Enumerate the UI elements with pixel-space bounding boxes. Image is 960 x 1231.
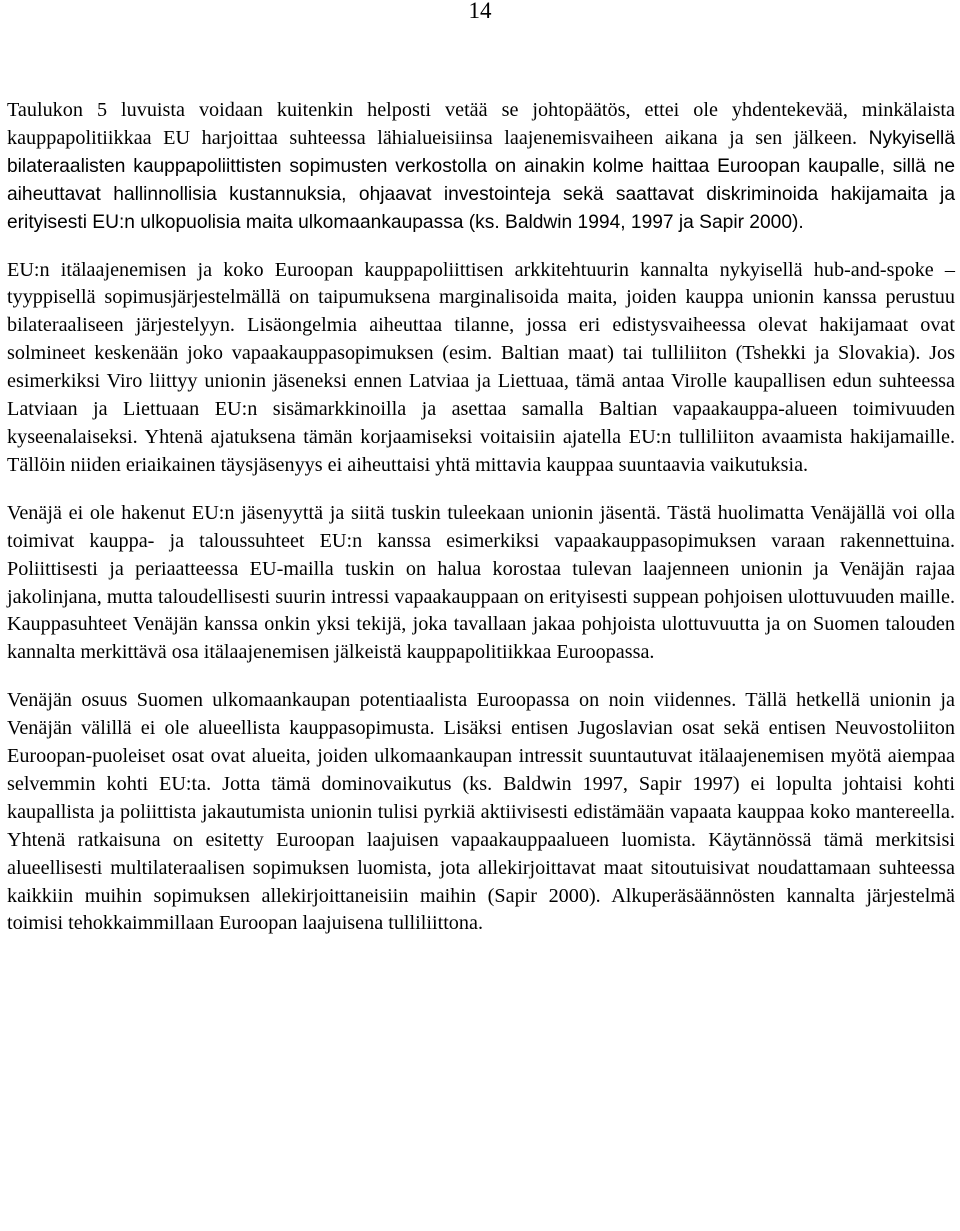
document-body — [7, 97, 955, 958]
paragraph-1-sans-text: Nykyisellä bilateraalisten kauppapoliittisten sopimusten verkostolla on ainakin kolme haittaa Euroopan kaupalle, sillä ne aiheuttavat hallinnollisia kustannuksia, ohjaavat investointeja sekä saattavat diskriminoida hakijamaita ja erityisesti EU:n ulkopuolisia maita ulkomaankaupassa (ks. Baldwin 1994, 1997 ja Sapir 2000). — [7, 127, 955, 233]
paragraph-1-serif-text: Taulukon 5 luvuista voidaan kuitenkin helposti vetää se johtopäätös, ettei ole yhdentekevää, minkälaista kauppapolitiikkaa EU harjoittaa suhteessa lähialueisiinsa laajenemisvaiheen aikana ja sen jälkeen. — [7, 99, 955, 149]
paragraph-4: Venäjän osuus Suomen ulkomaankaupan potentiaalista Euroopassa on noin viidennes. Tällä hetkellä unionin ja Venäjän välillä ei ole alueellista kauppasopimusta. Lisäksi entisen Jugoslavian osat sekä entisen Neuvostoliiton Euroopan-puoleiset osat ovat alueita, joiden ulkomaankaupan intressit suuntautuvat itälaajenemisen myötä aiempaa selvemmin kohti EU:ta. Jotta tämä dominovaikutus (ks. Baldwin 1997, Sapir 1997) ei lopulta johtaisi kohti kaupallista ja poliittista jakautumista unionin tulisi pyrkiä aktiivisesti edistämään vapaata kauppaa koko mantereella. Yhtenä ratkaisuna on esitetty Euroopan laajuisen vapaakauppaalueen luomista. Käytännössä tämä merkitsisi alueellisesti multilateraalisen sopimuksen luomista, jota allekirjoittavat maat sitoutuisivat noudattamaan suhteessa kaikkiin muihin sopimuksen allekirjoittaneisiin maihin (Sapir 2000). Alkuperäsäännösten kannalta järjestelmä toimisi tehokkaimmillaan Euroopan laajuisena tulliliittona. — [7, 689, 955, 935]
paragraph-3: Venäjä ei ole hakenut EU:n jäsenyyttä ja siitä tuskin tuleekaan unionin jäsentä. Tästä huolimatta Venäjällä voi olla toimivat kauppa- ja taloussuhteet EU:n kanssa esimerkiksi vapaakauppasopimuksen varaan rakennettuina. Poliittisesti ja periaatteessa EU-mailla tuskin on halua korostaa tulevan laajenneen unionin ja Venäjän rajaa jakolinjana, mutta taloudellisesti suurin intressi vapaakauppaan on erityisesti suppean pohjoisen ulottuvuuden maille. Kauppasuhteet Venäjän kanssa onkin yksi tekijä, joka tavallaan jakaa pohjoista ulottuvuutta ja on Suomen talouden kannalta merkittävä osa itälaajenemisen jälkeistä kauppapolitiikkaa Euroopassa. — [7, 501, 955, 664]
page-number: 14 — [468, 0, 492, 23]
paragraph-1 — [7, 97, 955, 237]
paragraph-2: EU:n itälaajenemisen ja koko Euroopan kauppapoliittisen arkkitehtuurin kannalta nykyisellä hub-and-spoke –tyyppisellä sopimusjärjestelmällä on taipumuksena marginalisoida maita, joiden kauppa unionin kanssa perustuu bilateraaliseen järjestelyyn. Lisäongelmia aiheuttaa tilanne, jossa eri edistysvaiheessa olevat hakijamaat ovat solmineet keskenään joko vapaakauppasopimuksen (esim. Baltian maat) tai tulliliiton (Tshekki ja Slovakia). Jos esimerkiksi Viro liittyy unionin jäseneksi ennen Latviaa ja Liettuaa, tämä antaa Virolle kaupallisen edun suhteessa Latviaan ja Liettuaan EU:n sisämarkkinoilla ja asettaa samalla Baltian vapaakauppa-alueen toimivuuden kyseenalaiseksi. Yhtenä ajatuksena tämän korjaamiseksi voitaisiin ajatella EU:n tulliliiton avaamista hakijamaille. Tällöin niiden eriaikainen täysjäsenyys ei aiheuttaisi yhtä mittavia kauppaa suuntaavia vaikutuksia. — [7, 258, 955, 476]
